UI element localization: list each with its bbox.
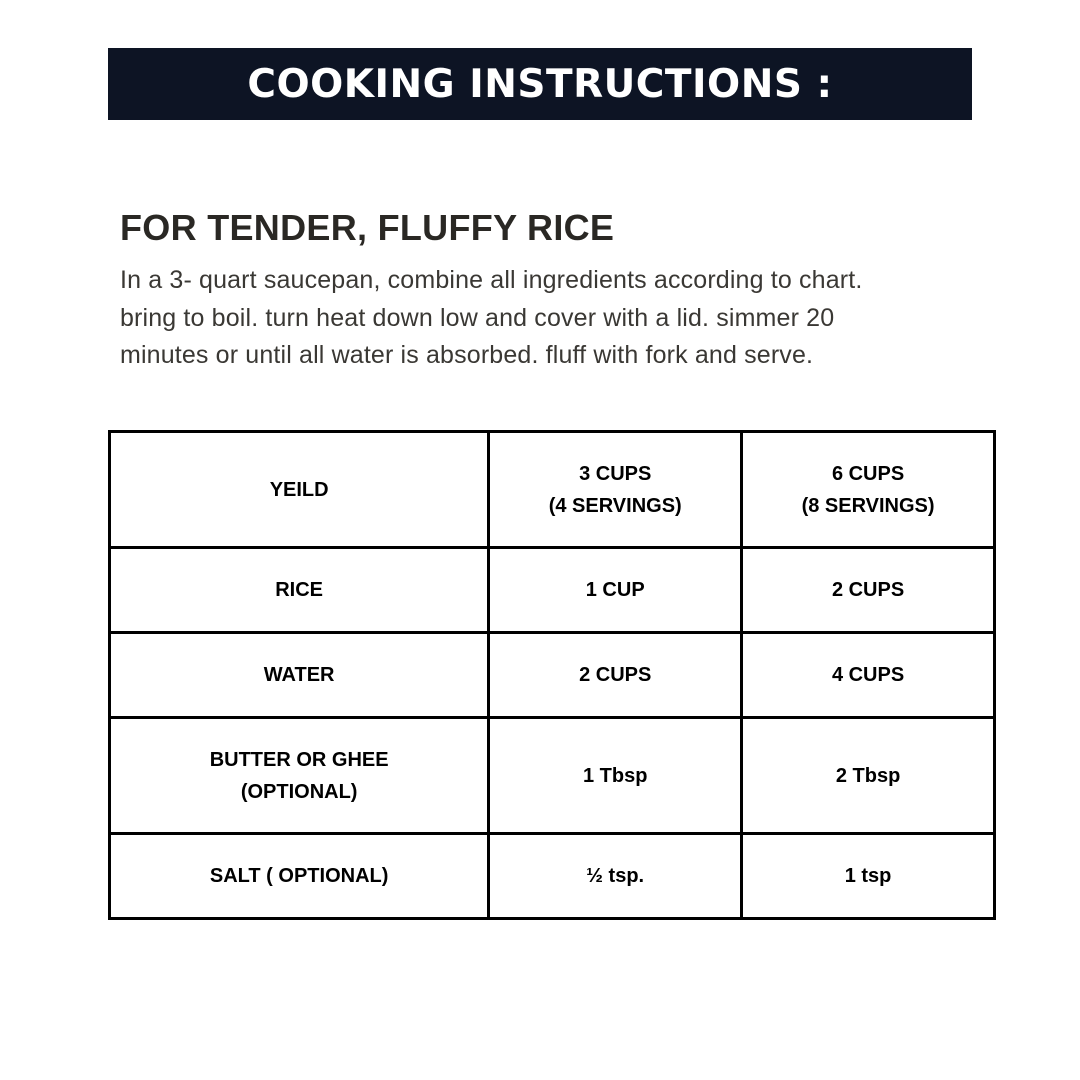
- row-label-cell: [110, 834, 489, 919]
- small-batch-cell: [489, 432, 742, 548]
- table-row-rice: [110, 548, 995, 633]
- large-batch-value: 2 Tbsp: [835, 764, 901, 787]
- large-batch-cell: [742, 718, 995, 834]
- small-batch-value: 1 Tbsp: [582, 764, 648, 787]
- small-batch-cell: [489, 548, 742, 633]
- row-label-cell: [110, 548, 489, 633]
- small-batch-value: 3 CUPS: [579, 462, 652, 485]
- large-batch-value: 1 tsp: [844, 865, 892, 887]
- row-label-cell: [110, 432, 489, 548]
- instructions-banner: [108, 48, 972, 120]
- table-row-water: [110, 633, 995, 718]
- small-batch-value: (4 SERVINGS): [548, 494, 682, 517]
- table-row-butter: [110, 718, 995, 834]
- row-label: SALT ( OPTIONAL): [209, 865, 389, 887]
- small-batch-cell: [489, 834, 742, 919]
- large-batch-cell: [742, 548, 995, 633]
- table-row-yield: [110, 432, 995, 548]
- small-batch-value: 1 CUP: [585, 579, 645, 601]
- small-batch-value: ½ tsp.: [586, 865, 645, 887]
- row-label-cell: [110, 718, 489, 834]
- instructions-line: In a 3- quart saucepan, combine all ingredients according to chart.: [120, 266, 863, 294]
- small-batch-value: 2 CUPS: [579, 664, 652, 686]
- row-label: WATER: [263, 664, 335, 686]
- section-heading: FOR TENDER, FLUFFY RICE: [120, 207, 615, 248]
- row-label-cell: [110, 633, 489, 718]
- banner-title: COOKING INSTRUCTIONS :: [247, 61, 833, 107]
- large-batch-cell: [742, 633, 995, 718]
- large-batch-value: 2 CUPS: [831, 579, 905, 601]
- large-batch-value: 4 CUPS: [831, 664, 905, 686]
- row-label: (OPTIONAL): [240, 780, 358, 803]
- small-batch-cell: [489, 633, 742, 718]
- instructions-paragraph: [120, 262, 960, 375]
- cooking-ratio-table: [108, 430, 996, 920]
- instructions-line: bring to boil. turn heat down low and cover with a lid. simmer 20: [120, 303, 835, 332]
- row-label: YEILD: [269, 478, 329, 501]
- row-label: RICE: [275, 579, 324, 601]
- large-batch-value: 6 CUPS: [831, 462, 905, 485]
- small-batch-cell: [489, 718, 742, 834]
- large-batch-cell: [742, 432, 995, 548]
- row-label: BUTTER OR GHEE: [209, 748, 389, 771]
- instructions-line: minutes or until all water is absorbed. fluff with fork and serve.: [120, 341, 814, 369]
- large-batch-cell: [742, 834, 995, 919]
- table-row-salt: [110, 834, 995, 919]
- large-batch-value: (8 SERVINGS): [801, 494, 935, 517]
